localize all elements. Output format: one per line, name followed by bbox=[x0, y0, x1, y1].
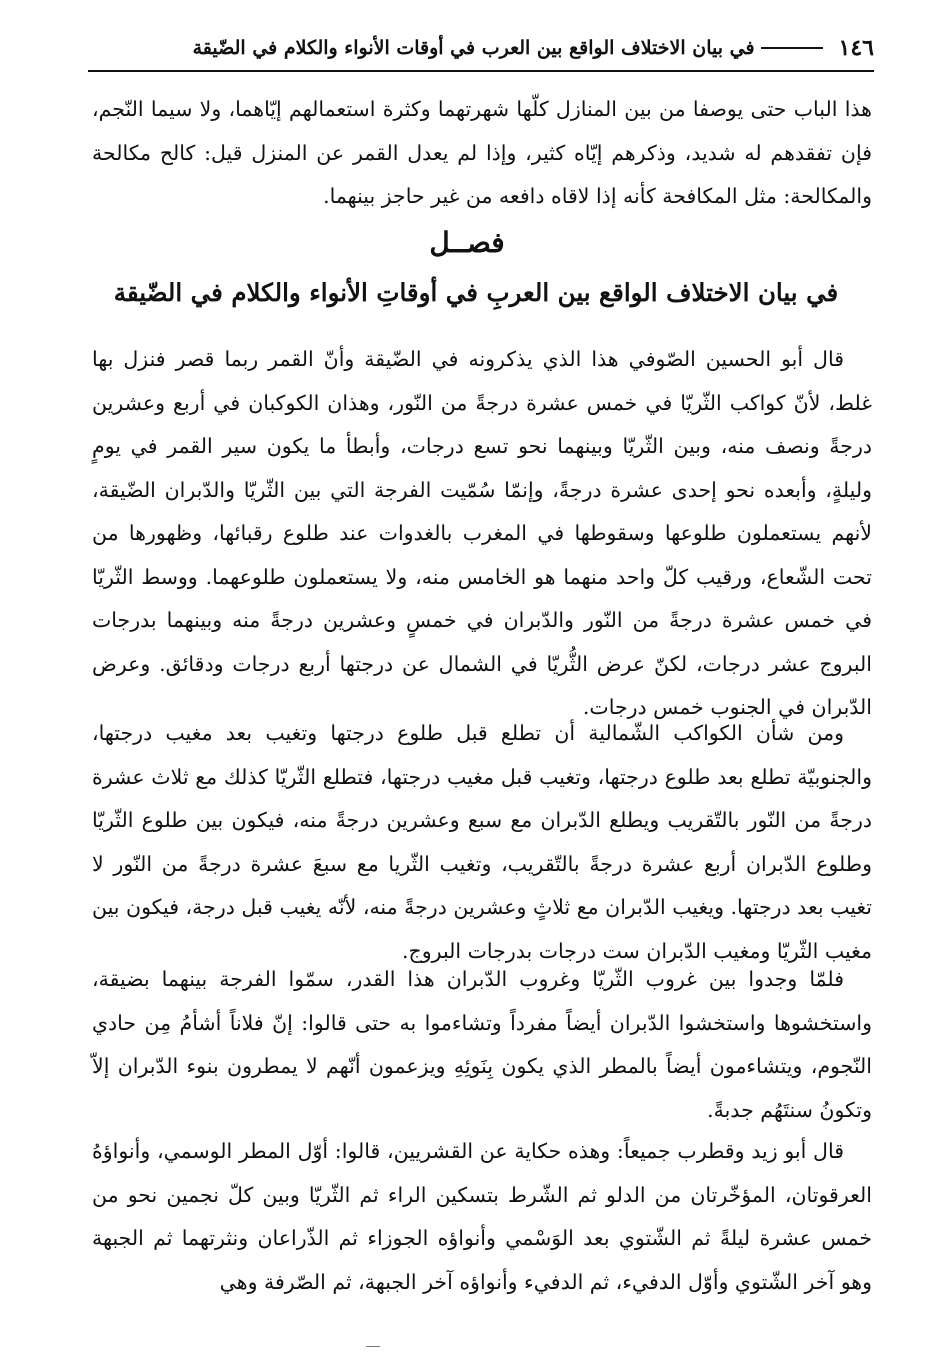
paragraph-block bbox=[92, 712, 872, 973]
intro-paragraph: هذا الباب حتى يوصفا من بين المنازل كلّها شهرتهما وكثرة استعمالهم إيّاهما، ولا سيما النّجم، فإن تفقدهم له شديد، وذكرهم إيّاه كثير، وإذا لم يعدل القمر عن المنزل قيل: كالح مكالحة والمكالحة: مثل المكافحة كأنه إذا لاقاه دافعه من غير حاجز بينهما. bbox=[92, 97, 872, 208]
paragraph-block bbox=[92, 958, 872, 1132]
running-header bbox=[88, 28, 874, 68]
section-label: فصــل bbox=[429, 226, 505, 259]
paragraph: قال أبو الحسين الصّوفي هذا الذي يذكرونه في الضّيقة وأنّ القمر ربما قصر فنزل بها غلط، لأنّ كواكب الثّريّا في خمس عشرة درجةً من النّور، وهذان الكوكبان في أربع وعشرين درجةً ونصف منه، وبين الثّريّا وبينهما نحو تسع درجات، وأبطأ ما يكون سير القمر في يومٍ وليلةٍ، وأبعده نحو إحدى عشرة درجةً، وإنمّا سُمّيت الفرجة التي بين الثّريّا والدّبران الضّيقة، لأنهم يستعملون طلوعها وسقوطها في المغرب بالغدوات عند طلوع رقبائها، وظهورها من تحت الشّعاع، ورقيب كلّ واحد منهما هو الخامس منه، ولا يستعملون طلوعهما. ووسط الثّريّا في خمس عشرة درجةً من النّور والدّبران في خمسٍ وعشرين درجةً منه وبينهما بدرجات البروج عشر درجات، لكنّ عرض الثُّريّا في الشمال عن درجتها أربع درجات ودقائق. وعرض الدّبران في الجنوب خمس درجات. bbox=[92, 347, 872, 719]
paragraph: فلمّا وجدوا بين غروب الثّريّا وغروب الدّبران هذا القدر، سمّوا الفرجة بينهما بضيقة، واستخشوها واستخشوا الدّبران أيضاً مفرداً وتشاءموا به حتى قالوا: إنّ فلاناً أشأمُ مِن حادي النّجوم، ويتشاءمون أيضاً بالمطر الذي يكون بِنَوئِهِ ويزعمون أنّهم لا يمطرون بنوء الدّبران إلاّ وتكونُ سنتَهُم جدبةً. bbox=[92, 967, 872, 1122]
intro-text-block bbox=[92, 88, 872, 219]
paragraph-block bbox=[92, 1130, 872, 1304]
paragraph-block bbox=[92, 338, 872, 730]
footer-mark bbox=[366, 1346, 380, 1347]
paragraph: ومن شأن الكواكب الشّمالية أن تطلع قبل طلوع درجتها وتغيب بعد مغيب درجتها، والجنوبيّة تطلع بعد طلوع درجتها، وتغيب قبل مغيب درجتها، فتطلع الثّريّا كذلك مع ثلاث عشرة درجةً من النّور بالتّقريب ويطلع الدّبران مع سبع وعشرين درجةً منه، فيكون بين طلوع الثّريّا وطلوع الدّبران أربع عشرة درجةً بالتّقريب، وتغيب الثّريا مع سبعَ عشرة درجةً من النّور لا تغيب بعد درجتها. ويغيب الدّبران مع ثلاثٍ وعشرين درجةً منه، لأنّه يغيب قبل درجة، فيكون بين مغيب الثّريّا ومغيب الدّبران ست درجات بدرجات البروج. bbox=[92, 721, 872, 963]
header-lead-rule bbox=[761, 47, 823, 49]
section-title: في بيان الاختلاف الواقع بين العربِ في أوقاتِ الأنواء والكلام في الضّيقة bbox=[113, 278, 839, 307]
header-divider bbox=[88, 70, 874, 72]
running-title: في بيان الاختلاف الواقع بين العرب في أوقات الأنواء والكلام في الضّيقة bbox=[192, 37, 755, 59]
paragraph: قال أبو زيد وقطرب جميعاً: وهذه حكاية عن القشريين، قالوا: أوّل المطر الوسمي، وأنواؤهُ العرقوتان، المؤخّرتان من الدلو ثم الشّرط بتسكين الراء ثم الثّريّا وبين كلّ نجمين نحو من خمس عشرة ليلةً ثم الشّتوي بعد الوَسْمي وأنواؤه الجوزاء ثم الذّراعان ونثرتهما ثم الجبهة وهو آخر الشّتوي وأوّل الدفيء، ثم الدفيء وأنواؤه آخر الجبهة، ثم الصّرفة وهي bbox=[92, 1139, 872, 1294]
page-number: ١٤٦ bbox=[838, 35, 874, 61]
